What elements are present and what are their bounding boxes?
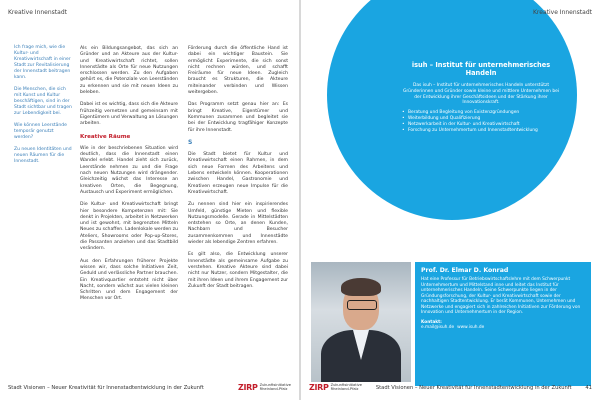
paragraph: Förderung durch die öffentliche Hand ist dabei ein wichtiger Baustein. Sie ermöglicht Experimente, die sich sonst nicht rechnen würden, und schafft Freiräume für neue Ideen. Zugleich braucht es Strukturen, die Akteure miteinander verbinden und Wissen weitergeben. — [188, 46, 288, 96]
sidebar-quote: Ich frage mich, wie die Kultur- und Kreativwirtschaft in einer Stadt zur Revitalisierung der Innenstadt beitragen kann. — [14, 45, 71, 80]
page-number: 41 — [585, 384, 592, 391]
paragraph: Das Programm setzt genau hier an: Es bringt Kreative, Eigentümer und Kommunen zusammen und begleitet sie bei der Entwicklung tragfähiger Konzepte für ihre Innenstadt. — [188, 102, 288, 133]
left-running-head: Kreative Innenstadt — [8, 9, 67, 16]
left-column-1 — [80, 46, 178, 309]
bullet-item: • Weiterbildung und Qualifizierung — [402, 116, 560, 122]
right-footer — [309, 383, 592, 392]
left-column-2 — [188, 46, 288, 296]
paragraph: Dabei ist es wichtig, dass sich die Akteure frühzeitig vernetzen und gemeinsam mit Eigentümern und Verwaltung an Lösungen arbeiten. — [80, 102, 178, 127]
sidebar-quote: Wie können Leerstände temporär genutzt werden? — [14, 123, 67, 140]
zirp-logo — [309, 383, 362, 392]
paragraph: Die Stadt bietet für Kultur und Kreativwirtschaft einen Rahmen, in dem sich neue Formen des Arbeitens und Lebens entwickeln können. Kooperationen zwischen Handel, Gastronomie und Kreativen erzeugen neue Impulse für die Kreativwirtschaft. — [188, 152, 288, 195]
author-name: Prof. Dr. Elmar D. Konrad — [421, 267, 509, 274]
paragraph: Wie in der beschriebenen Situation wird deutlich, dass die Innenstadt einen Wandel erlebt. Handel zieht sich zurück, Leerstände nehmen zu und die Frage nach neuen Nutzungen wird drängender. Gleichzeitig wächst das Interesse an kreativen Orten, die Begegnung, Austausch und Experiment ermöglichen. — [80, 145, 178, 195]
logo-mark: ZIRP — [309, 383, 329, 392]
left-sidebar-quotes — [14, 45, 74, 171]
institute-description: Das isuh – Institut für unternehmerisches Handeln unterstützt Gründerinnen und Gründer sowie kleine und mittlere Unternehmen bei der Entwicklung ihrer Geschäftsideen und der Stärkung ihrer Innovationskraft. — [402, 83, 560, 106]
footer-title: Stadt Visionen – Neuer Kreativität für Innenstadtentwicklung in der Zukunft — [8, 384, 204, 391]
contact-label: Kontakt: — [421, 319, 442, 325]
left-page — [0, 0, 299, 400]
section-initial: S — [188, 138, 193, 146]
paragraph: Als ein Bildungsangebot, das sich an Gründer und an Akteure aus der Kultur- und Kreativwirtschaft richtet, sollen Innenstädte als Orte für neue Nutzungen erschlossen werden. Zu den Aufgaben gehört es, die Potenziale von Leerständen zu erkennen und sie mit neuen Ideen zu beleben. — [80, 46, 178, 96]
logo-subtitle: Zukunftsinitiative Rheinland-Pfalz — [259, 382, 291, 391]
footer-title: Stadt Visionen – Neuer Kreativität für Innenstadtentwicklung in der Zukunft — [375, 384, 572, 391]
author-bio-box — [415, 262, 591, 386]
author-portrait — [311, 262, 411, 382]
paragraph: Zu nennen sind hier ein inspirierendes Umfeld, günstige Mieten und flexible Nutzungsmodelle. Gerade in Mittelstädten entstehen so Orte, an denen Kunden, Nachbarn und Besucher zusammenkommen und Innenstädte wieder als lebendige Zentren erfahren. — [188, 202, 288, 246]
institute-bullets — [402, 110, 560, 133]
contact-web[interactable]: www.isuh.de — [457, 325, 485, 330]
author-bio-text: Hat eine Professur für Betriebswirtschaftslehre mit dem Schwerpunkt Unternehmertum und Mittelstand inne und leitet das Institut für unternehmerisches Handeln. Seine Schwerpunkte liegen in der Gründungsforschung, der Kultur- und Kreativwirtschaft sowie der nachhaltigen Stadtentwicklung. Er berät Kommunen, Unternehmen und Netzwerke und engagiert sich in zahlreichen Initiativen zur Förderung von Innovation und Unternehmertum in der Region. — [421, 277, 581, 315]
bullet-item: • Forschung zu Unternehmertum und Innenstadtentwicklung — [402, 128, 560, 134]
institute-info-box — [402, 61, 560, 133]
institute-title: isuh – Institut für unternehmerisches Handeln — [411, 61, 551, 77]
paragraph: Die Kultur- und Kreativwirtschaft bringt hier besondere Kompetenzen mit: Sie denkt in Projekten, arbeitet in Netzwerken und ist gewohnt, mit begrenzten Mitteln Neues zu schaffen. Ladenlokale werden zu Ateliers, Showrooms oder Pop-up-Stores, die Passanten anziehen und das Stadtbild verändern. — [80, 202, 179, 252]
bullet-item: • Netzwerkarbeit in der Kultur- und Kreativwirtschaft — [402, 122, 560, 128]
logo-mark: ZIRP — [238, 383, 258, 392]
right-running-head: Kreative Innenstadt — [533, 9, 592, 16]
author-contact — [421, 320, 585, 331]
zirp-logo — [238, 383, 291, 392]
sidebar-quote: Die Menschen, die sich mit Kunst und Kultur beschäftigen, sind in der Stadt sichtbar und tragen zur Lebendigkeit bei. — [14, 87, 72, 116]
right-page — [301, 0, 600, 400]
paragraph: Aus den Erfahrungen früherer Projekte wissen wir, dass solche Initiativen Zeit, Geduld und verlässliche Partner brauchen. Ein Kreativquartier entsteht nicht über Nacht, sondern wächst aus vielen kleinen Schritten und dem Engagement der Menschen vor Ort. — [80, 258, 178, 302]
section-heading: Kreative Räume — [80, 133, 131, 140]
sidebar-quote: Zu neuen Identitäten und neuen Räumen für die Innenstadt. — [14, 147, 72, 164]
bullet-item: • Beratung und Begleitung von Existenzgründungen — [402, 110, 560, 116]
left-footer — [8, 383, 291, 392]
contact-email[interactable]: e.mail@isuh.de — [421, 325, 455, 330]
logo-subtitle: Zukunftsinitiative Rheinland-Pfalz — [330, 382, 362, 391]
paragraph: Es gilt also, die Entwicklung unserer Innenstädte als gemeinsame Aufgabe zu verstehen. Kreative Akteure sind dabei nicht nur Nutzer, sondern Mitgestalter, die mit ihren Ideen und ihrem Engagement zur Zukunft der Stadt beitragen. — [188, 252, 288, 289]
